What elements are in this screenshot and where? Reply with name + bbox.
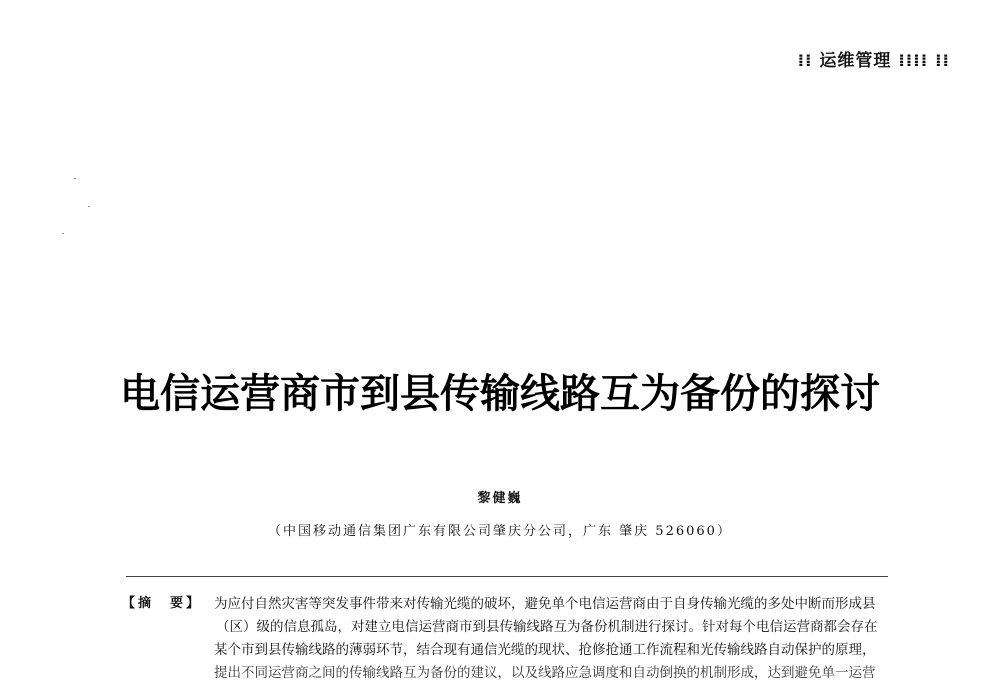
abstract-label: 【摘 要】 [122,596,203,611]
paper-title: 电信运营商市到县传输线路互为备份的探讨 [120,371,880,417]
abstract-line: 提出不同运营商之间的传输线路互为备份的建议，以及线路应急调度和自动倒换的机制形成，达到避免单一运营 [214,665,876,681]
divider-rule [126,576,888,577]
abstract-line: 为应付自然灾害等突发事件带来对传输光缆的破坏，避免单个电信运营商由于自身传输光缆的多处中断而形成县 [214,596,876,612]
abstract-line: 某个市到县传输线路的薄弱环节，结合现有通信光缆的现状、抢修抢通工作流程和光传输线路自动保护的原理， [214,642,876,658]
author-name: 黎健巍 [477,491,523,506]
scan-speck [62,233,64,234]
scan-speck [88,206,90,207]
section-tag: ⁞⁞ 运维管理 ⁞⁞⁞⁞ ⁞⁞ [797,51,950,71]
author-affiliation: （中国移动通信集团广东有限公司肇庆分公司，广东 肇庆 526060） [268,524,732,539]
scan-speck [74,178,76,179]
abstract-line: （区）级的信息孤岛，对建立电信运营商市到县传输线路互为备份机制进行探讨。针对每个电信运营商都会存在 [216,619,878,635]
